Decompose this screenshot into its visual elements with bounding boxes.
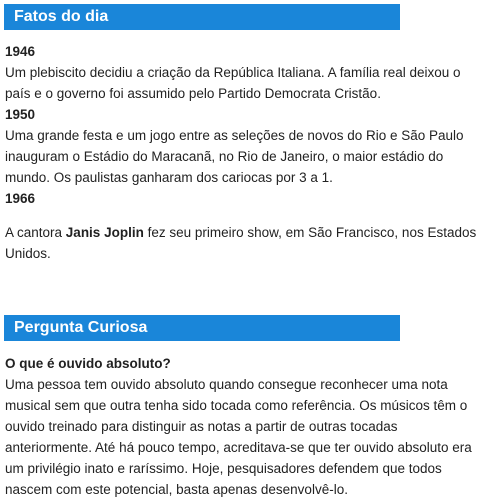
fact-year: 1946 bbox=[5, 44, 36, 59]
fact-text-before: A cantora bbox=[5, 225, 66, 240]
answer-text: Uma pessoa tem ouvido absoluto quando consegue reconhecer uma nota musical sem que outra tenha sido tocada como referência. Os músicos têm o ouvido treinado para distinguir as notas a partir de outras tocadas anteriormente. Até há pouco tempo, acreditava-se que ter ouvido absoluto era um privilégio inato e raríssimo. Hoje, pesquisadores defendem que todos nascem com este potencial, basta apenas desenvolvê-lo. bbox=[5, 377, 472, 497]
fact-highlight-name: Janis Joplin bbox=[65, 225, 144, 240]
fact-year: 1966 bbox=[5, 191, 36, 206]
fact-year: 1950 bbox=[5, 107, 36, 122]
fact-text-after: fez seu primeiro show, em São Francisco, nos Estados Unidos. bbox=[5, 225, 477, 261]
fact-text: Uma grande festa e um jogo entre as seleções de novos do Rio e São Paulo inauguram o Estádio do Maracanã, no Rio de Janeiro, o maior estádio do mundo. Os paulistas ganharam dos cariocas por 3 a 1. bbox=[5, 128, 464, 185]
section-title: Fatos do dia bbox=[14, 8, 109, 25]
fact-text: Um plebiscito decidiu a criação da República Italiana. A família real deixou o país e o governo foi assumido pelo Partido Democrata Cristão. bbox=[5, 65, 461, 101]
section-header-fatos-do-dia bbox=[4, 4, 400, 30]
fact-entry-1966 bbox=[5, 188, 487, 209]
question-text: O que é ouvido absoluto? bbox=[5, 356, 171, 371]
fact-text-1966 bbox=[5, 222, 487, 264]
question-block bbox=[5, 353, 487, 500]
section-header-pergunta-curiosa bbox=[4, 315, 400, 341]
section-title: Pergunta Curiosa bbox=[14, 319, 148, 336]
fact-entry-1946 bbox=[5, 41, 487, 104]
fact-entry-1950 bbox=[5, 104, 487, 188]
